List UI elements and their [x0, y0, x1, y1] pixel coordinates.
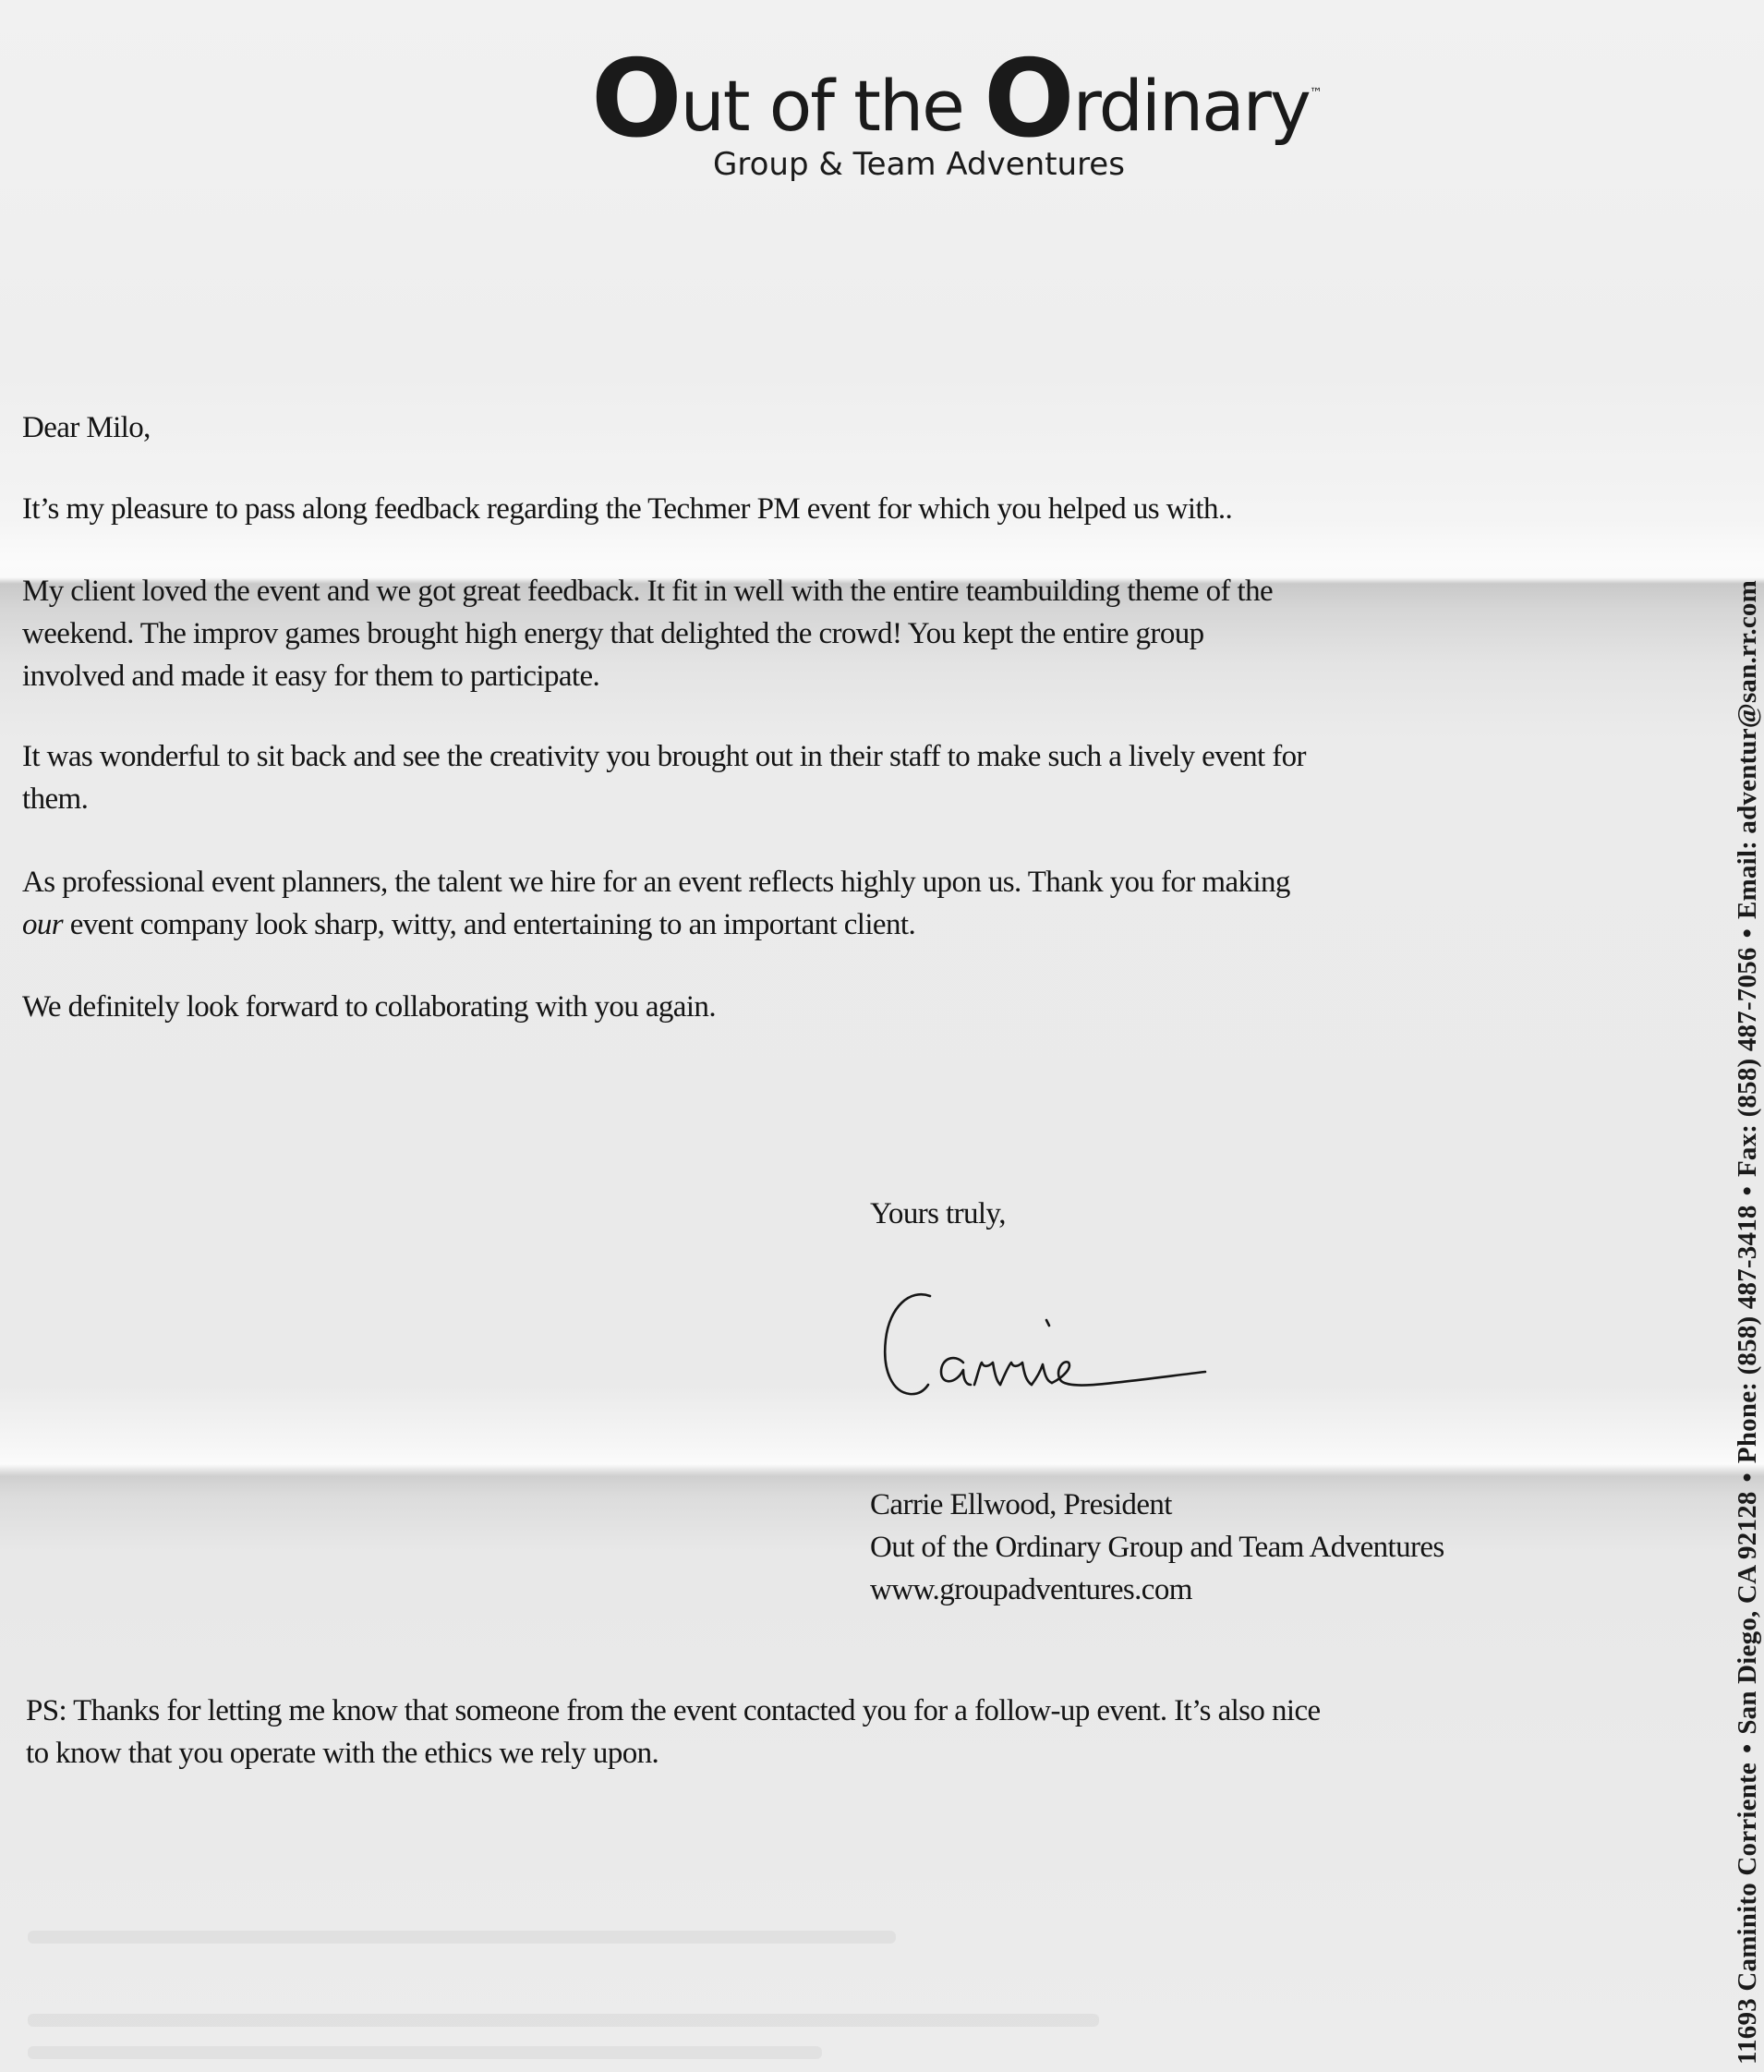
- signer-website: www.groupadventures.com: [870, 1573, 1192, 1606]
- logo-letter-o: O: [591, 37, 681, 162]
- paragraph-4: [22, 861, 1290, 946]
- separator-dot: •: [1733, 928, 1762, 939]
- separator-dot: •: [1733, 1472, 1762, 1483]
- paragraph-line: weekend. The improv games brought high energy that delighted the crowd! You kept the entire group: [22, 617, 1204, 650]
- paragraph-1: It’s my pleasure to pass along feedback regarding the Techmer PM event for which you helped us with..: [22, 492, 1233, 526]
- postscript-line: to know that you operate with the ethics we rely upon.: [26, 1737, 659, 1770]
- signature-stroke: [1000, 1363, 1032, 1385]
- paragraph-5: We definitely look forward to collaborating with you again.: [22, 990, 716, 1024]
- logo-text-part: rdinary: [1072, 65, 1310, 147]
- address: 11693 Caminito Corriente: [1733, 1763, 1762, 2065]
- signature-stroke: [1032, 1364, 1052, 1385]
- email-address: Email: adventur@san.rr.com: [1733, 580, 1762, 920]
- separator-dot: •: [1733, 1743, 1762, 1754]
- phone-number: Phone: (858) 487-3418: [1733, 1205, 1762, 1464]
- bleed-through-mark: [28, 2046, 822, 2059]
- bleed-through-mark: [28, 1931, 896, 1944]
- fax-number: Fax: (858) 487-7056: [1733, 947, 1762, 1178]
- separator-dot: •: [1733, 1186, 1762, 1196]
- closing: Yours truly,: [870, 1197, 1006, 1230]
- signature-stroke: [974, 1363, 1000, 1385]
- logo-text-part: ut of the: [680, 65, 985, 147]
- signature-dot: [1046, 1320, 1049, 1326]
- paragraph-2: [22, 570, 1273, 697]
- letterhead-logo: [591, 37, 1321, 194]
- signature-stroke: [1052, 1362, 1205, 1385]
- signature-stroke: [941, 1358, 971, 1385]
- paragraph-line: It was wonderful to sit back and see the creativity you brought out in their staff to make such a lively event for: [22, 740, 1306, 773]
- handwritten-signature: [882, 1289, 1214, 1418]
- paragraph-3: [22, 735, 1306, 820]
- postscript-line: PS: Thanks for letting me know that someone from the event contacted you for a follow-up event. It’s also nice: [26, 1694, 1321, 1727]
- signer-name-title: Carrie Ellwood, President: [870, 1488, 1172, 1521]
- bleed-through-mark: [28, 2014, 1099, 2027]
- paragraph-line: involved and made it easy for them to participate.: [22, 660, 600, 693]
- paragraph-line: them.: [22, 782, 89, 816]
- paragraph-line: As professional event planners, the talent we hire for an event reflects highly upon us. Thank you for making: [22, 866, 1290, 899]
- emphasized-word: our: [22, 908, 64, 941]
- paragraph-line-rest: event company look sharp, witty, and entertaining to an important client.: [63, 908, 916, 941]
- logo-subtitle: Group & Team Adventures: [713, 146, 1125, 183]
- contact-info-strip: [1733, 208, 1763, 2065]
- trademark-symbol: ™: [1309, 86, 1321, 101]
- signature-stroke: [885, 1294, 930, 1394]
- paragraph-line: My client loved the event and we got great feedback. It fit in well with the entire teambuilding theme of the: [22, 575, 1274, 608]
- logo-letter-o: O: [984, 37, 1073, 162]
- logo-wordmark: [591, 37, 1321, 162]
- signer-company: Out of the Ordinary Group and Team Adventures: [870, 1531, 1444, 1564]
- postscript: [26, 1690, 1321, 1775]
- city-state-zip: San Diego, CA 92128: [1733, 1491, 1762, 1735]
- signature-block: [870, 1484, 1444, 1611]
- paragraph-line: [22, 903, 1290, 946]
- salutation: Dear Milo,: [22, 411, 151, 444]
